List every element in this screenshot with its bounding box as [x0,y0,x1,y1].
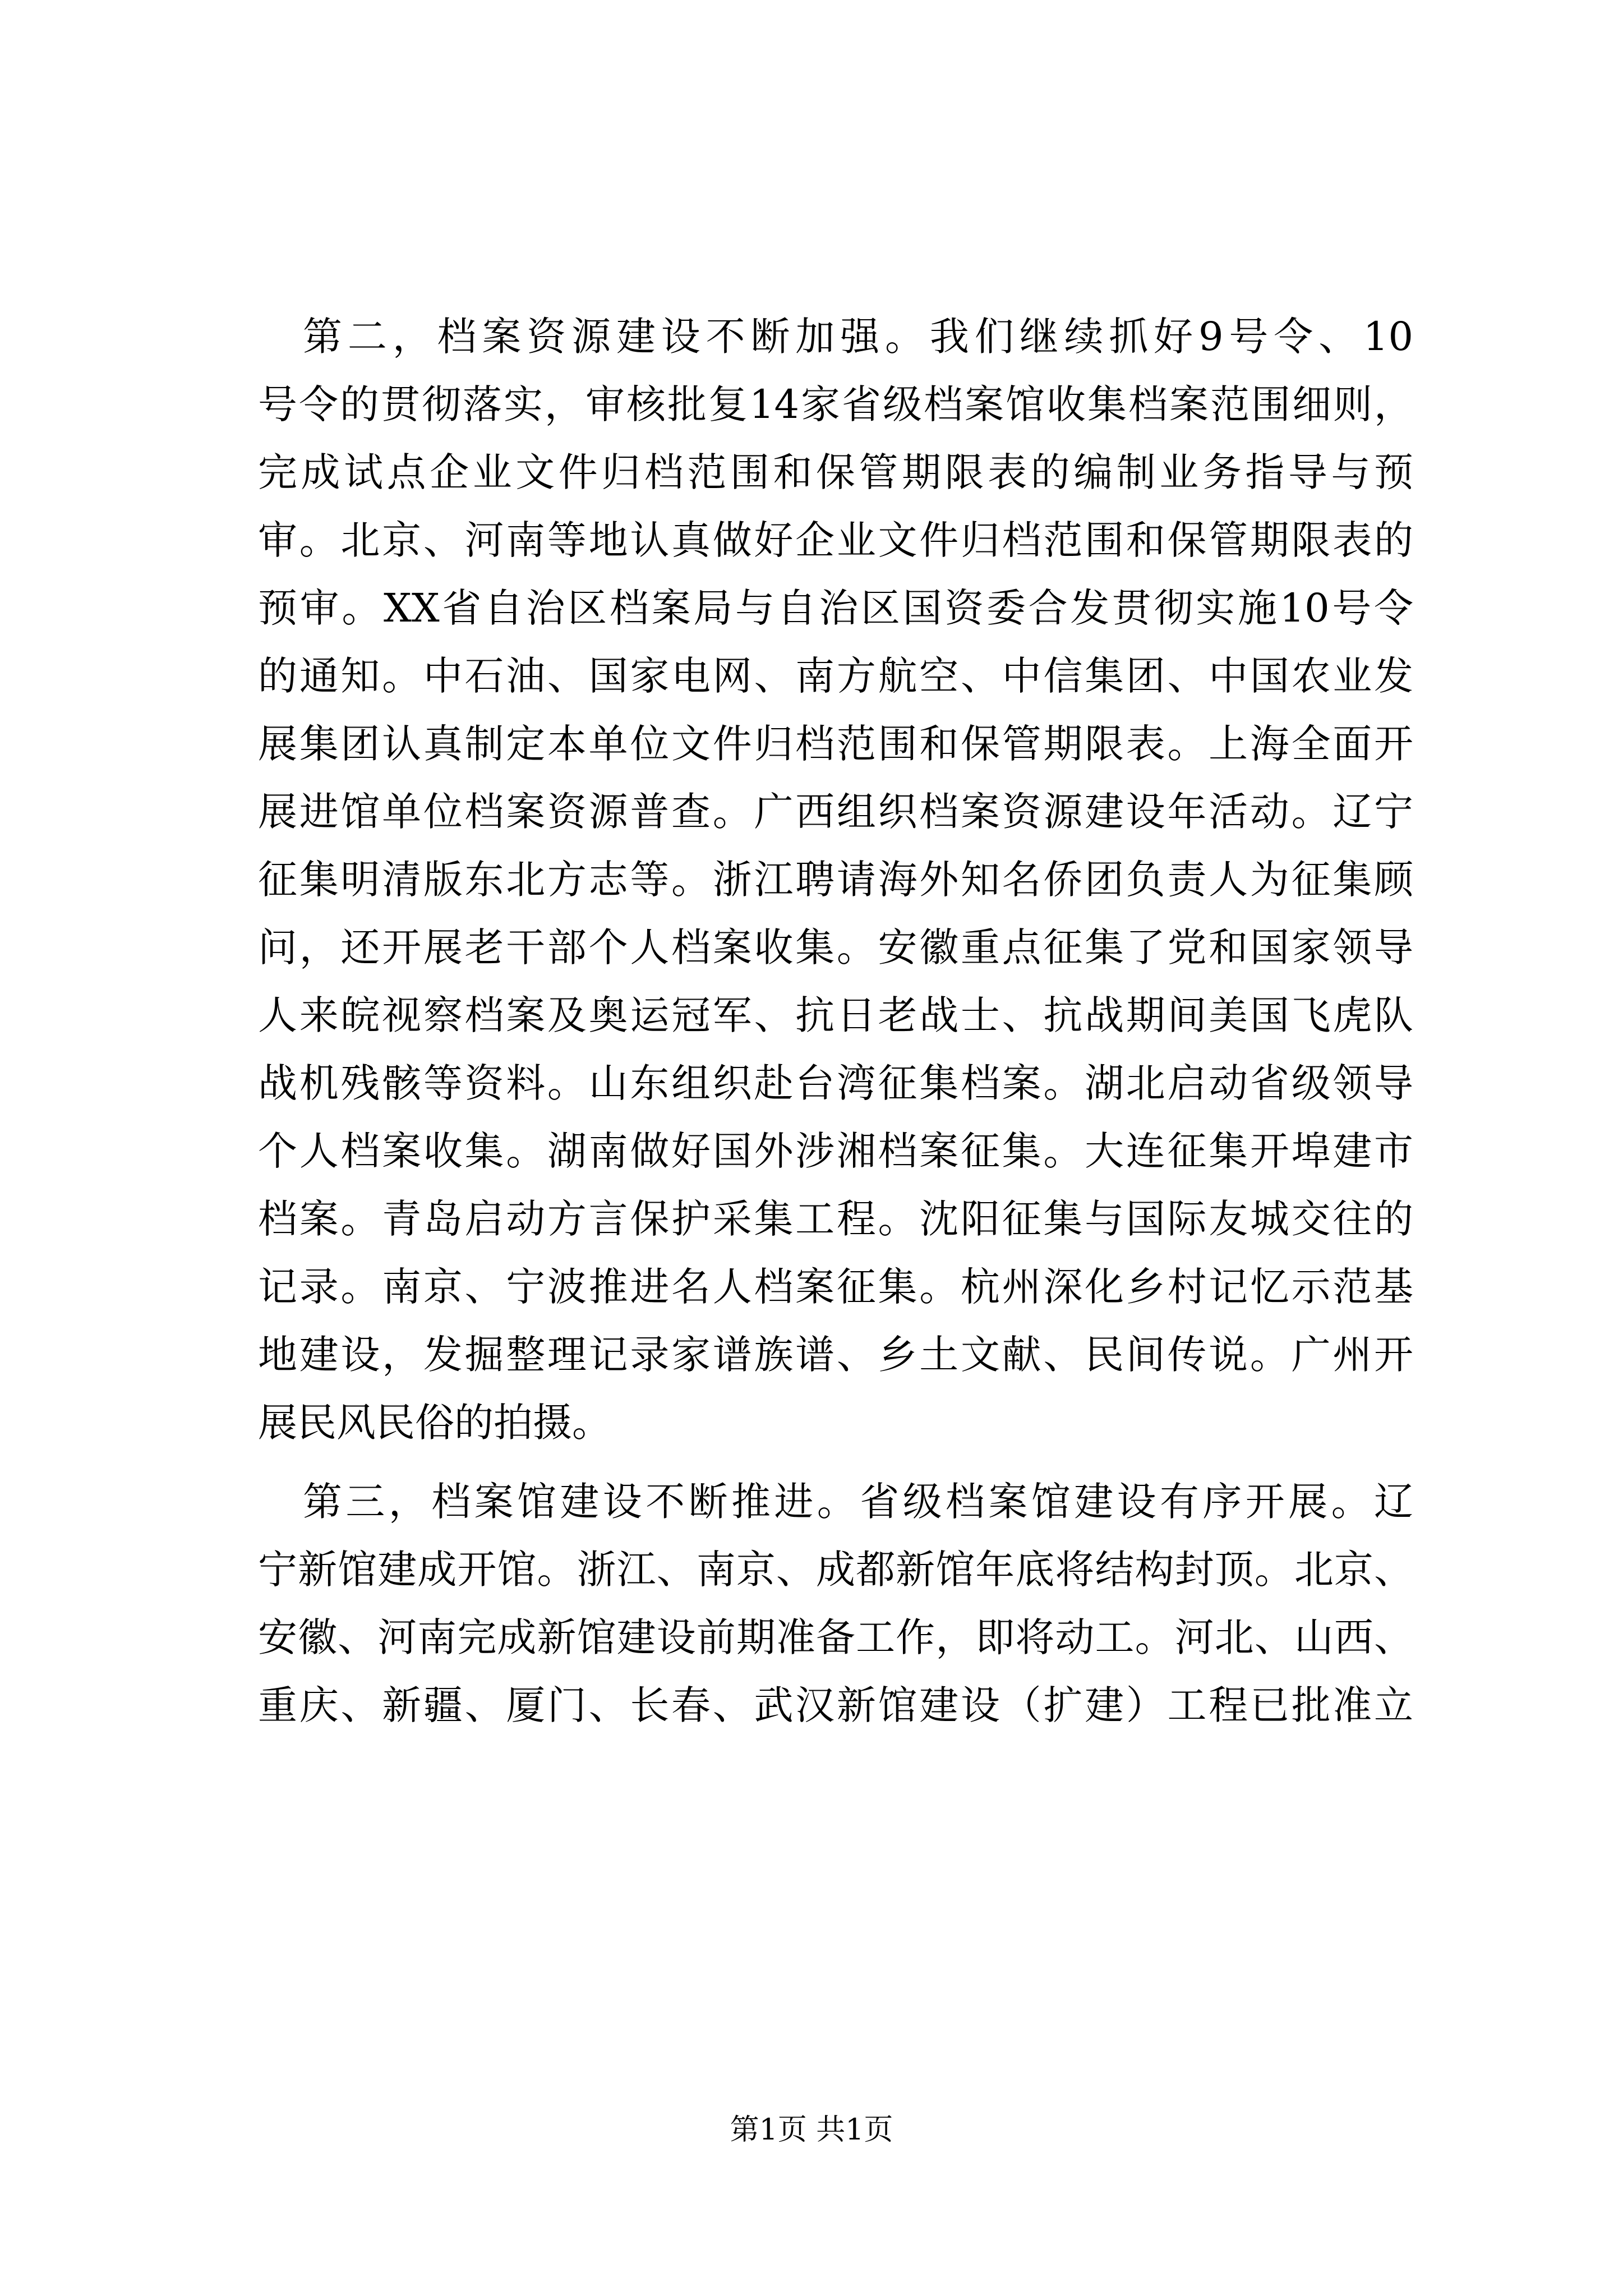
paragraph-line: 档案。青岛启动方言保护采集工程。沈阳征集与国际友城交往的 [258,1196,1413,1242]
paragraph-line: 完成试点企业文件归档范围和保管期限表的编制业务指导与预 [258,449,1413,495]
paragraph-line: 展民风民俗的拍摄。 [258,1400,611,1446]
paragraph-line: 人来皖视察档案及奥运冠军、抗日老战士、抗战期间美国飞虎队 [258,992,1413,1038]
paragraph-line: 重庆、新疆、厦门、长春、武汉新馆建设（扩建）工程已批准立 [258,1682,1413,1728]
page-footer: 第1页 共1页 [730,2113,893,2147]
paragraph-line: 审。北京、河南等地认真做好企业文件归档范围和保管期限表的 [258,517,1413,563]
paragraph-line: 征集明清版东北方志等。浙江聘请海外知名侨团负责人为征集顾 [258,857,1413,903]
paragraph-line: 展进馆单位档案资源普查。广西组织档案资源建设年活动。辽宁 [258,789,1413,835]
paragraph-line: 预审。XX省自治区档案局与自治区国资委合发贯彻实施10号令 [258,585,1413,631]
paragraph-line: 记录。南京、宁波推进名人档案征集。杭州深化乡村记忆示范基 [258,1264,1413,1310]
paragraph-line: 个人档案收集。湖南做好国外涉湘档案征集。大连征集开埠建市 [258,1128,1413,1174]
paragraph-line: 第三，档案馆建设不断推进。省级档案馆建设有序开展。辽 [303,1479,1413,1525]
paragraph-line: 宁新馆建成开馆。浙江、南京、成都新馆年底将结构封顶。北京、 [258,1547,1413,1593]
paragraph-line: 号令的贯彻落实，审核批复14家省级档案馆收集档案范围细则， [258,381,1413,427]
paragraph-line: 第二，档案资源建设不断加强。我们继续抓好9号令、10 [303,314,1413,360]
paragraph-line: 战机残骸等资料。山东组织赴台湾征集档案。湖北启动省级领导 [258,1060,1413,1106]
paragraph-line: 的通知。中石油、国家电网、南方航空、中信集团、中国农业发 [258,653,1413,699]
paragraph-line: 问，还开展老干部个人档案收集。安徽重点征集了党和国家领导 [258,924,1413,970]
paragraph-line: 安徽、河南完成新馆建设前期准备工作，即将动工。河北、山西、 [258,1614,1413,1660]
paragraph-line: 展集团认真制定本单位文件归档范围和保管期限表。上海全面开 [258,721,1413,767]
paragraph-line: 地建设，发掘整理记录家谱族谱、乡土文献、民间传说。广州开 [258,1332,1413,1378]
